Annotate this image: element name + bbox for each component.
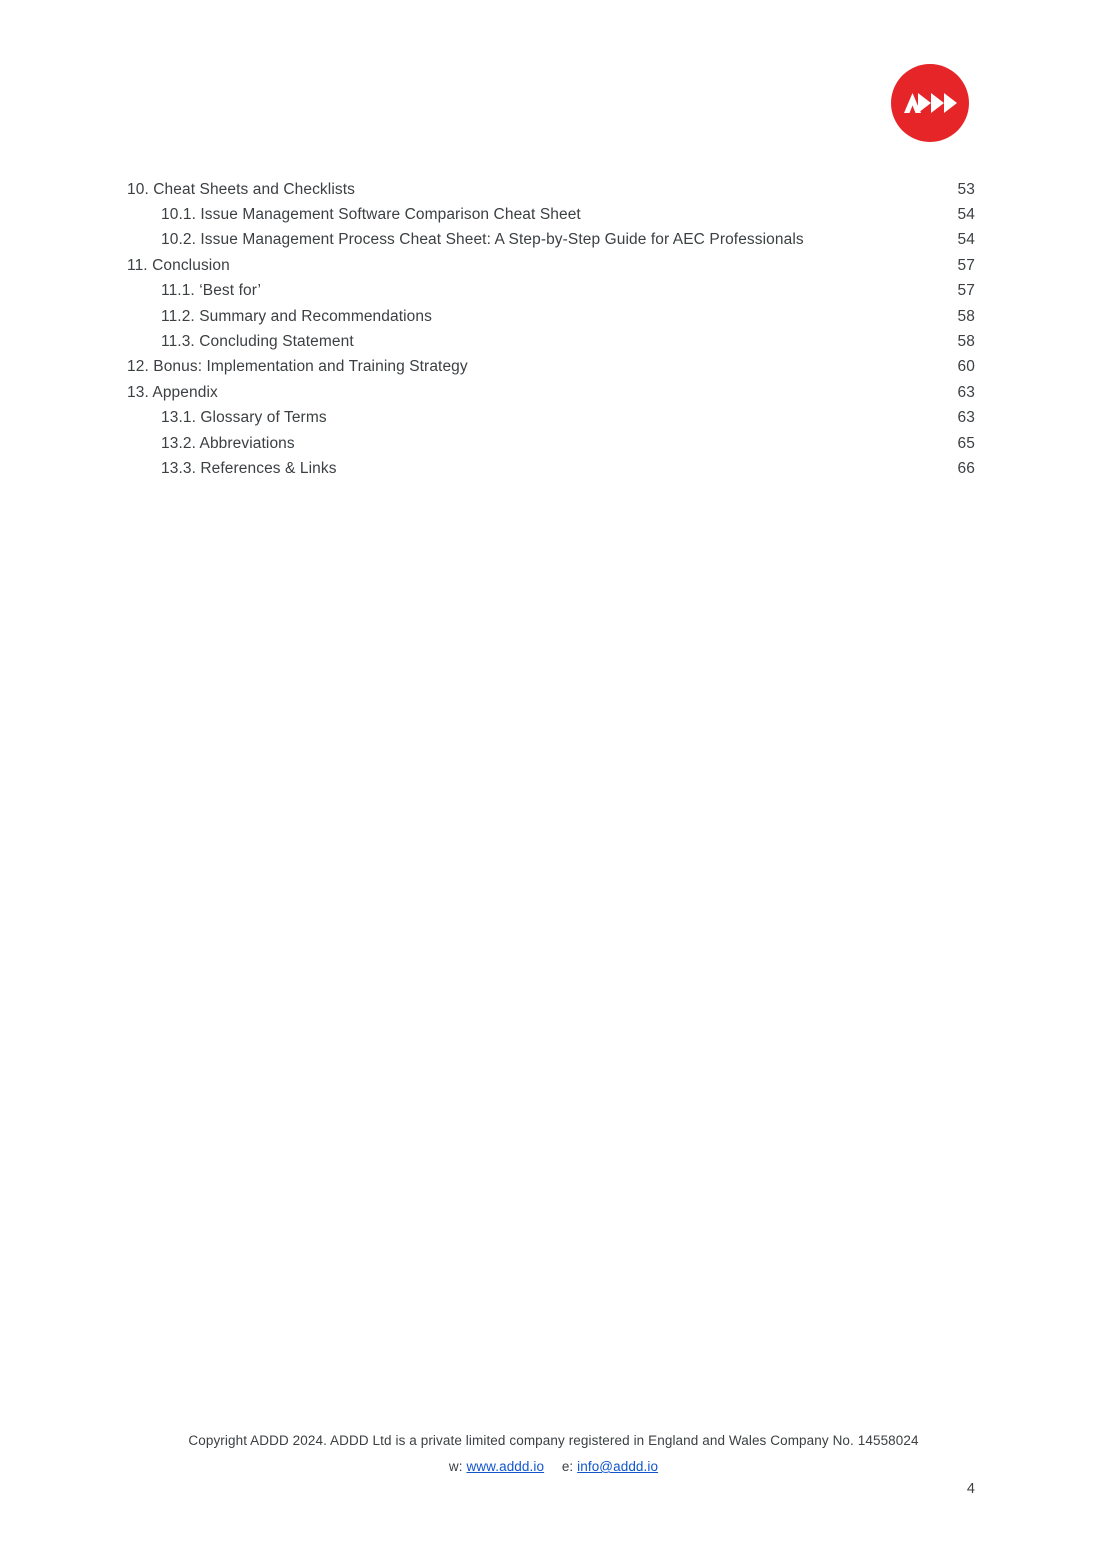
toc-entry-label: 13.1. Glossary of Terms: [161, 409, 327, 427]
toc-entry-page-number: 57: [957, 282, 975, 300]
toc-entry-label: 13. Appendix: [127, 383, 218, 401]
toc-entry-label: 13.2. Abbreviations: [161, 434, 295, 452]
toc-entry: [127, 355, 975, 380]
toc-entry-page-number: 65: [957, 434, 975, 452]
copyright-text: Copyright ADDD 2024. ADDD Ltd is a private limited company registered in England and Wales Company No. 14558024: [188, 1433, 919, 1448]
toc-entry: [127, 329, 975, 354]
toc-entry: [127, 228, 975, 253]
toc-entry: [127, 380, 975, 405]
footer-links: [0, 1454, 1107, 1480]
toc-entry-label: 10.2. Issue Management Process Cheat Sheet: A Step-by-Step Guide for AEC Professionals: [161, 231, 804, 249]
toc-entry-label: 11.2. Summary and Recommendations: [161, 307, 432, 325]
email-link[interactable]: info@addd.io: [577, 1459, 659, 1474]
website-link[interactable]: www.addd.io: [466, 1459, 545, 1474]
page-footer: [0, 1428, 1107, 1480]
toc-entry-page-number: 57: [957, 256, 975, 274]
toc-entry-page-number: 58: [957, 333, 975, 351]
toc-entry: [127, 279, 975, 304]
toc-entry: [127, 406, 975, 431]
table-of-contents: [127, 177, 975, 482]
toc-entry-page-number: 66: [957, 459, 975, 477]
toc-entry: [127, 456, 975, 481]
addd-logo-icon: [891, 64, 969, 142]
toc-entry-page-number: 63: [957, 383, 975, 401]
toc-entry-page-number: 54: [957, 206, 975, 224]
toc-entry: [127, 304, 975, 329]
toc-entry: [127, 202, 975, 227]
toc-entry-page-number: 60: [957, 358, 975, 376]
email-prefix-label: e:: [561, 1459, 574, 1474]
toc-entry-page-number: 54: [957, 231, 975, 249]
toc-entry-label: 12. Bonus: Implementation and Training Strategy: [127, 358, 468, 376]
web-prefix-label: w:: [448, 1459, 463, 1474]
addd-logo: [891, 64, 969, 142]
toc-entry: [127, 431, 975, 456]
toc-entry-label: 11.1. ‘Best for’: [161, 282, 262, 300]
toc-entry-label: 13.3. References & Links: [161, 459, 337, 477]
toc-entry-label: 10.1. Issue Management Software Comparison Cheat Sheet: [161, 206, 581, 224]
page-number: 4: [966, 1481, 975, 1497]
toc-entry-page-number: 58: [957, 307, 975, 325]
toc-entry: [127, 253, 975, 278]
toc-entry-page-number: 53: [957, 180, 975, 198]
toc-entry-page-number: 63: [957, 409, 975, 427]
toc-entry-label: 11.3. Concluding Statement: [161, 333, 354, 351]
toc-entry: [127, 177, 975, 202]
toc-entry-label: 11. Conclusion: [127, 256, 230, 274]
toc-entry-label: 10. Cheat Sheets and Checklists: [127, 180, 355, 198]
